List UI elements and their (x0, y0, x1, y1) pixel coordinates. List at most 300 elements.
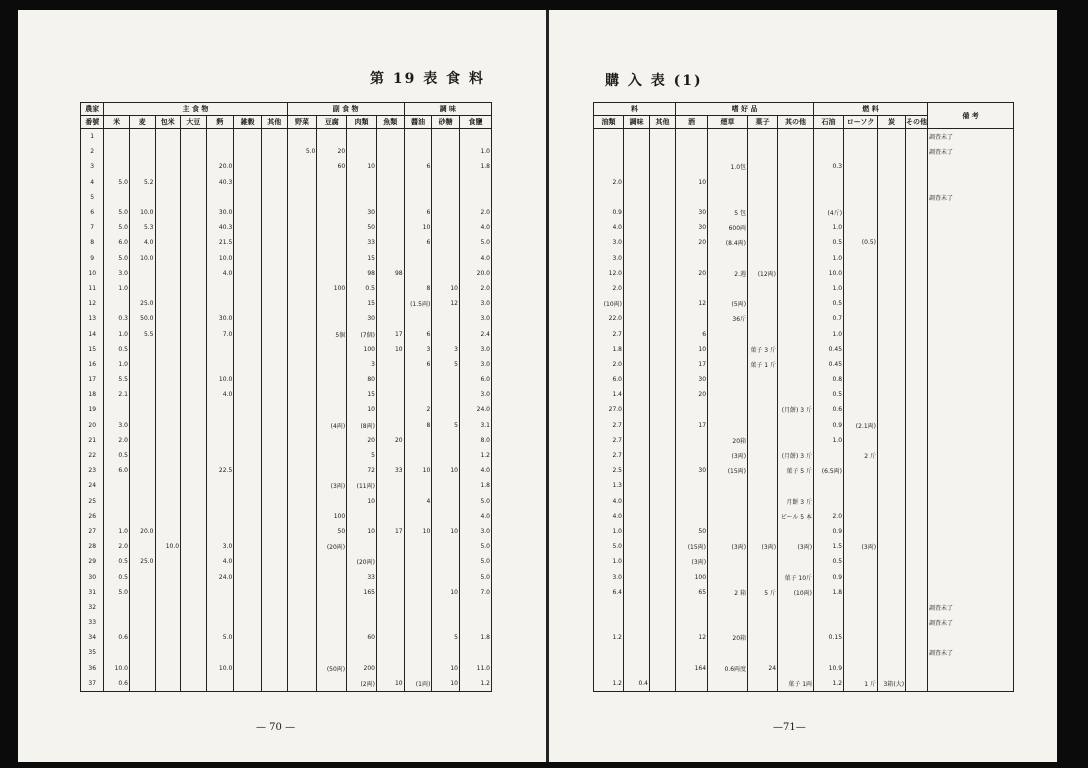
table-cell (261, 569, 287, 584)
table-cell (376, 402, 404, 417)
table-cell (650, 433, 676, 448)
table-cell (906, 387, 928, 402)
table-cell (778, 342, 814, 357)
table-cell (432, 159, 460, 174)
table-cell (376, 509, 404, 524)
table-cell: 600両 (708, 220, 748, 235)
table-cell: 菓子 1 斤 (748, 357, 778, 372)
table-cell (129, 357, 155, 372)
table-cell (708, 190, 748, 205)
table-cell (155, 478, 181, 493)
table-cell (432, 251, 460, 266)
table-cell: 100 (676, 569, 708, 584)
farm-number: 9 (81, 251, 104, 266)
table-cell (624, 554, 650, 569)
table-cell: 3.0 (594, 569, 624, 584)
table-cell (432, 311, 460, 326)
table-cell (206, 676, 234, 692)
table-cell (878, 220, 906, 235)
column-header: 肉類 (347, 116, 377, 129)
table-cell (181, 661, 207, 676)
table-cell: 10 (404, 524, 432, 539)
table-cell (778, 175, 814, 190)
remarks-cell (928, 554, 1014, 569)
table-cell: (20両) (317, 539, 347, 554)
table-cell: 0.8 (814, 372, 844, 387)
remarks-cell (928, 524, 1014, 539)
table-cell (594, 129, 624, 145)
table-cell (650, 585, 676, 600)
table-cell (376, 615, 404, 630)
table-cell (104, 296, 130, 311)
table-cell (404, 251, 432, 266)
table-cell: 菓子 3 斤 (748, 342, 778, 357)
table-cell: 4.0 (594, 494, 624, 509)
table-cell: 0.6 (814, 402, 844, 417)
table-cell (650, 448, 676, 463)
table-cell (432, 266, 460, 281)
farm-number: 4 (81, 175, 104, 190)
table-cell: 15 (347, 251, 377, 266)
table-cell (155, 372, 181, 387)
table-cell (206, 645, 234, 660)
table-cell (459, 615, 491, 630)
table-cell: 10 (676, 175, 708, 190)
table-cell: 2 箱 (708, 585, 748, 600)
table-cell: 3.1 (459, 418, 491, 433)
table-cell (376, 554, 404, 569)
table-cell (234, 342, 262, 357)
table-row (594, 448, 1014, 463)
column-header: 麦 (129, 116, 155, 129)
table-cell: 10 (432, 676, 460, 692)
table-cell (404, 311, 432, 326)
table-cell (844, 251, 878, 266)
farm-number: 25 (81, 494, 104, 509)
table-cell: 3 (432, 342, 460, 357)
table-cell (906, 326, 928, 341)
table-cell: 1.0 (459, 144, 491, 159)
table-cell (624, 509, 650, 524)
table-cell: 4.0 (459, 509, 491, 524)
table-row (594, 494, 1014, 509)
table-cell: 月餅 3 斤 (778, 494, 814, 509)
table-cell (104, 494, 130, 509)
remarks-cell (928, 661, 1014, 676)
table-cell (624, 661, 650, 676)
table-cell (404, 129, 432, 145)
table-cell (459, 129, 491, 145)
header-fuel: 燃 料 (814, 103, 928, 116)
table-row (81, 585, 492, 600)
table-cell (844, 342, 878, 357)
table-cell: 0.45 (814, 357, 844, 372)
table-cell (317, 342, 347, 357)
table-cell (181, 478, 207, 493)
table-cell: 5.0 (459, 539, 491, 554)
table-cell (844, 205, 878, 220)
table-cell (287, 175, 317, 190)
table-cell (778, 159, 814, 174)
table-row (81, 190, 492, 205)
table-cell (129, 585, 155, 600)
farm-number: 34 (81, 630, 104, 645)
table-cell: (3両) (708, 539, 748, 554)
table-row (81, 205, 492, 220)
table-cell (708, 387, 748, 402)
table-cell: 5 (432, 630, 460, 645)
table-cell (778, 190, 814, 205)
table-cell: 5 包 (708, 205, 748, 220)
table-cell (778, 326, 814, 341)
table-cell: 4.0 (459, 251, 491, 266)
column-header: 豆腐 (317, 116, 347, 129)
table-cell (376, 205, 404, 220)
table-cell: 50.0 (129, 311, 155, 326)
table-cell (317, 311, 347, 326)
right-page-title: 購 入 表 (1) (605, 73, 703, 89)
table-row (81, 630, 492, 645)
table-cell (129, 418, 155, 433)
table-cell (906, 357, 928, 372)
table-cell (878, 554, 906, 569)
table-row (594, 661, 1014, 676)
table-cell: 5.0 (104, 175, 130, 190)
table-cell (287, 615, 317, 630)
table-cell: 2.0 (594, 281, 624, 296)
table-cell (287, 645, 317, 660)
table-row (594, 311, 1014, 326)
table-cell: 0.5 (814, 296, 844, 311)
table-cell (708, 175, 748, 190)
table-cell (814, 494, 844, 509)
table-cell (206, 585, 234, 600)
table-cell (708, 251, 748, 266)
table-cell (404, 645, 432, 660)
remarks-cell (928, 266, 1014, 281)
column-header: 石油 (814, 116, 844, 129)
table-cell (844, 554, 878, 569)
table-cell: 17 (376, 524, 404, 539)
table-cell (748, 509, 778, 524)
table-cell (878, 585, 906, 600)
table-cell (778, 418, 814, 433)
table-cell (234, 372, 262, 387)
farm-number: 37 (81, 676, 104, 692)
table-cell (287, 509, 317, 524)
table-cell (708, 144, 748, 159)
table-cell (814, 175, 844, 190)
remarks-cell: 調査未了 (928, 129, 1014, 145)
table-cell (906, 342, 928, 357)
table-cell (624, 251, 650, 266)
table-cell (878, 448, 906, 463)
table-cell (748, 205, 778, 220)
table-cell (676, 190, 708, 205)
table-cell (748, 478, 778, 493)
table-cell (650, 600, 676, 615)
table-cell (844, 569, 878, 584)
table-cell (181, 357, 207, 372)
farm-number: 32 (81, 600, 104, 615)
table-cell (376, 418, 404, 433)
farm-number: 12 (81, 296, 104, 311)
remarks-cell (928, 539, 1014, 554)
table-cell (206, 509, 234, 524)
table-cell: (11両) (347, 478, 377, 493)
table-cell (287, 554, 317, 569)
table-cell (432, 615, 460, 630)
table-cell (181, 235, 207, 250)
table-cell (906, 554, 928, 569)
table-cell (261, 387, 287, 402)
table-row (594, 509, 1014, 524)
table-cell (844, 326, 878, 341)
table-cell (234, 159, 262, 174)
remarks-cell (928, 251, 1014, 266)
table-row (594, 144, 1014, 159)
table-cell (844, 372, 878, 387)
table-cell (748, 448, 778, 463)
table-cell: 0.5 (814, 387, 844, 402)
table-cell (748, 190, 778, 205)
table-row (594, 129, 1014, 145)
table-cell (181, 129, 207, 145)
column-header: 包米 (155, 116, 181, 129)
table-cell: 5.5 (104, 372, 130, 387)
table-row (594, 569, 1014, 584)
table-cell (261, 554, 287, 569)
table-cell (376, 569, 404, 584)
table-cell (404, 478, 432, 493)
table-cell: (3両) (844, 539, 878, 554)
table-cell (261, 524, 287, 539)
table-cell (234, 266, 262, 281)
table-cell (155, 433, 181, 448)
table-cell (778, 524, 814, 539)
table-cell (155, 569, 181, 584)
table-cell (404, 509, 432, 524)
table-cell (844, 159, 878, 174)
table-cell (650, 251, 676, 266)
table-cell (287, 402, 317, 417)
table-cell (234, 676, 262, 692)
table-cell (155, 311, 181, 326)
table-cell (906, 144, 928, 159)
table-cell (376, 129, 404, 145)
table-cell (404, 266, 432, 281)
table-cell: 2.7 (594, 326, 624, 341)
table-cell (748, 220, 778, 235)
table-row (594, 281, 1014, 296)
table-cell: (10両) (594, 296, 624, 311)
table-cell (261, 205, 287, 220)
table-cell: 30 (676, 463, 708, 478)
farm-number: 2 (81, 144, 104, 159)
table-cell (181, 524, 207, 539)
table-cell (844, 645, 878, 660)
table-cell (650, 630, 676, 645)
table-cell (129, 539, 155, 554)
table-cell (878, 569, 906, 584)
table-cell (650, 372, 676, 387)
table-cell: 20 (676, 387, 708, 402)
table-cell: 0.5 (814, 554, 844, 569)
table-row (81, 402, 492, 417)
table-cell (878, 372, 906, 387)
remarks-cell: 調査未了 (928, 645, 1014, 660)
table-cell: (20両) (347, 554, 377, 569)
table-cell: 1.0 (814, 281, 844, 296)
table-cell (404, 372, 432, 387)
table-cell: 10.0 (104, 661, 130, 676)
table-cell (234, 220, 262, 235)
table-cell: 6.4 (594, 585, 624, 600)
table-row (81, 509, 492, 524)
table-cell: 2 斤 (844, 448, 878, 463)
table-cell (878, 357, 906, 372)
column-header: 菓子 (748, 116, 778, 129)
remarks-cell (928, 342, 1014, 357)
table-cell (287, 463, 317, 478)
table-cell: 30.0 (206, 205, 234, 220)
table-cell (594, 615, 624, 630)
remarks-cell (928, 676, 1014, 692)
farm-number: 18 (81, 387, 104, 402)
table-cell: 1.3 (594, 478, 624, 493)
table-row (81, 554, 492, 569)
table-cell (432, 387, 460, 402)
table-row (81, 281, 492, 296)
table-cell (624, 600, 650, 615)
table-cell (104, 600, 130, 615)
table-cell: 21.5 (206, 235, 234, 250)
table-row (594, 478, 1014, 493)
table-cell (708, 342, 748, 357)
table-cell (317, 175, 347, 190)
table-row (594, 600, 1014, 615)
table-cell (181, 448, 207, 463)
table-cell (155, 175, 181, 190)
remarks-cell (928, 402, 1014, 417)
header-staple: 主 食 物 (104, 103, 287, 116)
table-cell: (2両) (347, 676, 377, 692)
table-cell (287, 433, 317, 448)
table-cell (206, 494, 234, 509)
table-cell (650, 524, 676, 539)
table-cell (650, 235, 676, 250)
table-cell (650, 478, 676, 493)
table-cell: 0.5 (814, 235, 844, 250)
table-cell: 0.5 (104, 569, 130, 584)
table-cell (906, 661, 928, 676)
table-cell (155, 524, 181, 539)
table-cell: (4両) (317, 418, 347, 433)
table-cell (155, 494, 181, 509)
table-cell (432, 205, 460, 220)
table-cell: 22.5 (206, 463, 234, 478)
table-cell (261, 661, 287, 676)
table-cell (129, 478, 155, 493)
table-cell: (6.5両) (814, 463, 844, 478)
table-cell: 4.0 (206, 266, 234, 281)
table-cell: 5 (432, 357, 460, 372)
table-cell (878, 615, 906, 630)
farm-number: 5 (81, 190, 104, 205)
table-cell: 10 (404, 463, 432, 478)
table-cell (650, 296, 676, 311)
table-cell (261, 418, 287, 433)
table-cell (906, 129, 928, 145)
table-cell: (3両) (317, 478, 347, 493)
table-cell (906, 418, 928, 433)
table-cell: 6.0 (594, 372, 624, 387)
table-row (81, 296, 492, 311)
table-cell (906, 600, 928, 615)
table-cell (844, 144, 878, 159)
farm-number: 20 (81, 418, 104, 433)
left-page (18, 10, 547, 762)
table-cell (906, 266, 928, 281)
table-cell: (3両) (708, 448, 748, 463)
table-cell: 2.0 (104, 433, 130, 448)
table-cell (181, 190, 207, 205)
table-cell (624, 357, 650, 372)
table-cell: 10 (347, 524, 377, 539)
table-cell (261, 539, 287, 554)
table-cell (234, 661, 262, 676)
table-cell (650, 661, 676, 676)
table-cell (594, 144, 624, 159)
table-row (594, 372, 1014, 387)
table-cell (748, 554, 778, 569)
table-cell: (月餅) 3 斤 (778, 448, 814, 463)
table-cell: 1.2 (594, 630, 624, 645)
table-cell: 10.0 (129, 251, 155, 266)
table-cell (906, 463, 928, 478)
table-cell (234, 569, 262, 584)
table-row (81, 524, 492, 539)
table-cell: 8 (404, 281, 432, 296)
table-cell (104, 478, 130, 493)
remarks-cell (928, 311, 1014, 326)
table-cell (878, 311, 906, 326)
header-luxury: 嗜 好 品 (676, 103, 814, 116)
table-cell (432, 372, 460, 387)
table-cell: 33 (347, 235, 377, 250)
table-cell: (1.5両) (404, 296, 432, 311)
table-cell (404, 585, 432, 600)
table-cell (129, 144, 155, 159)
table-cell: 8 (404, 418, 432, 433)
table-cell (261, 326, 287, 341)
table-cell (708, 326, 748, 341)
table-cell (844, 661, 878, 676)
table-row (81, 600, 492, 615)
table-row (81, 615, 492, 630)
table-cell (650, 281, 676, 296)
table-cell (650, 326, 676, 341)
table-row (81, 144, 492, 159)
table-cell (317, 585, 347, 600)
table-cell (376, 478, 404, 493)
table-cell (129, 342, 155, 357)
table-cell (676, 311, 708, 326)
table-cell (155, 554, 181, 569)
table-cell (155, 585, 181, 600)
table-cell (104, 129, 130, 145)
table-row (81, 129, 492, 145)
